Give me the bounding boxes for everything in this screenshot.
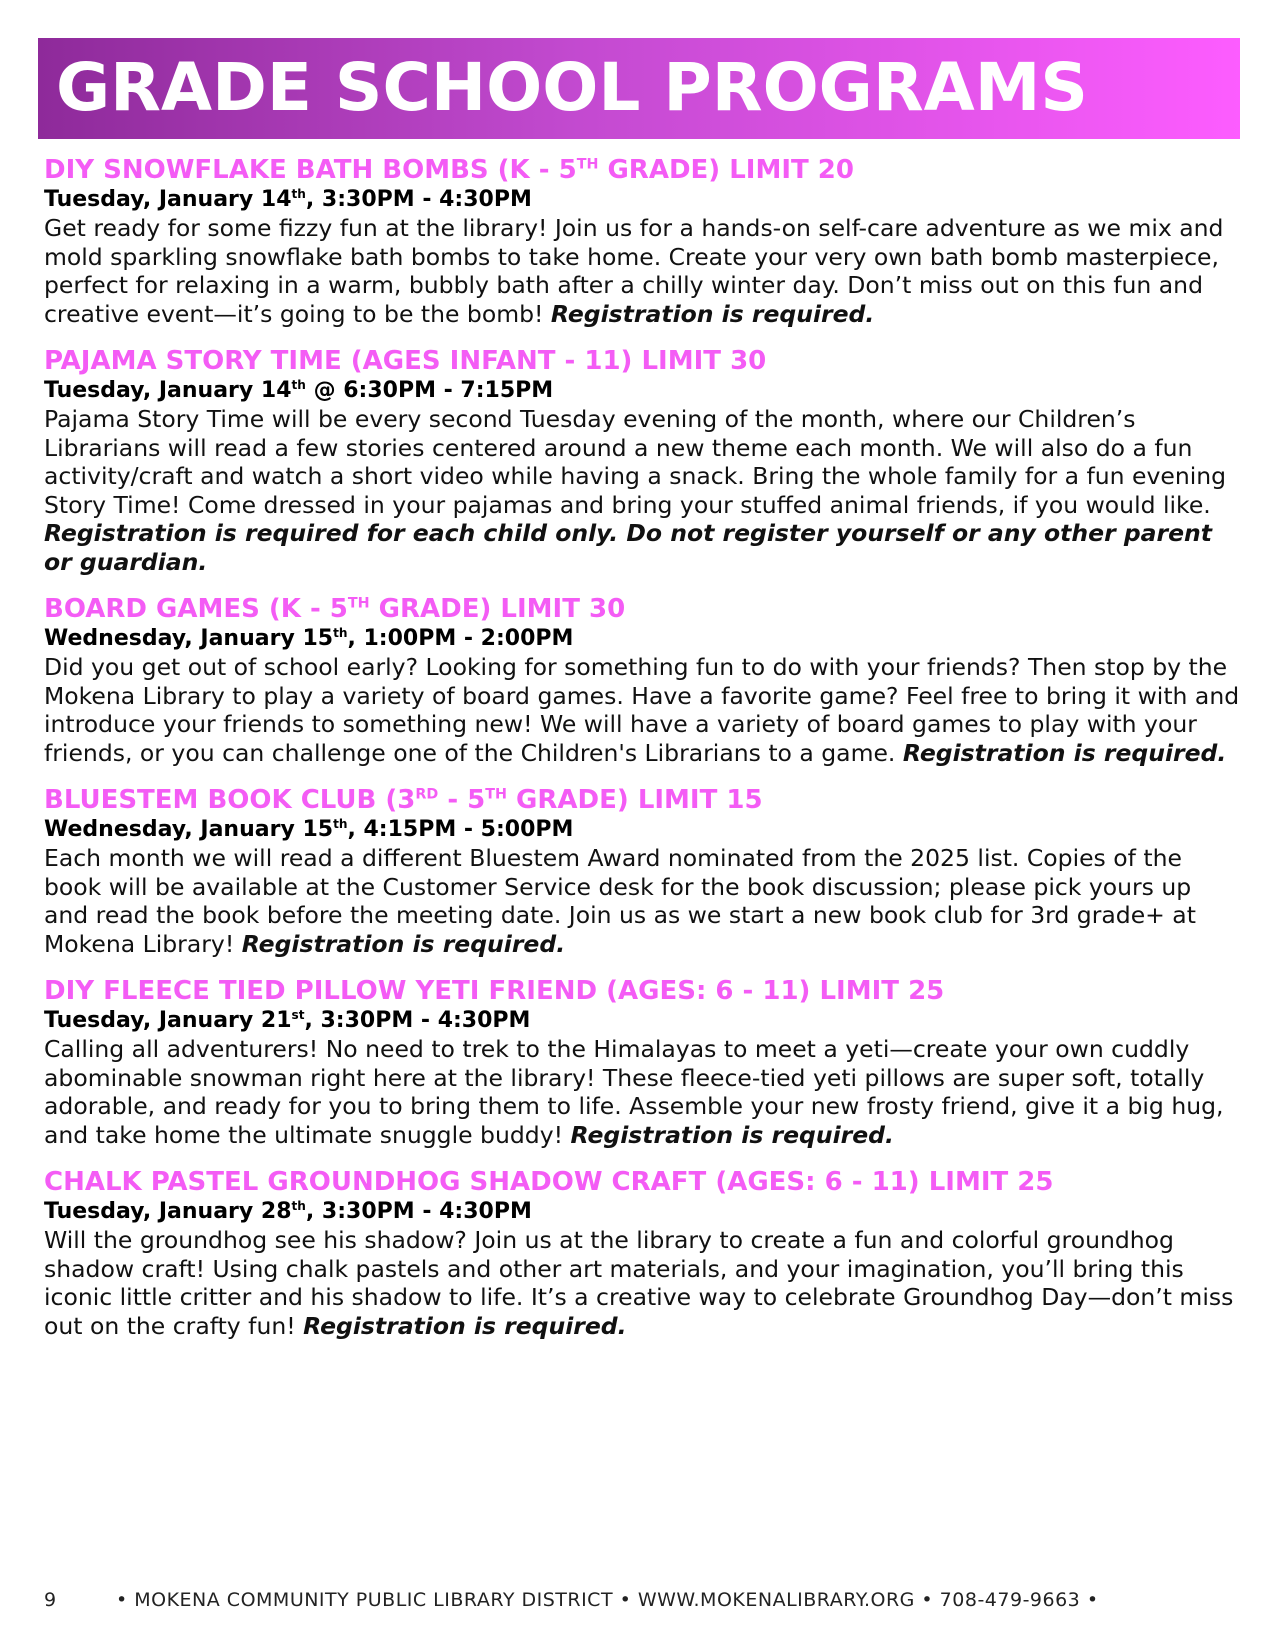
registration-note: Registration is required. <box>570 1120 894 1149</box>
program-date: Tuesday, January 14th, 3:30PM - 4:30PM <box>44 187 532 212</box>
program-yeti-pillow <box>44 976 1240 1149</box>
program-groundhog-craft <box>44 1167 1240 1340</box>
program-title: PAJAMA STORY TIME (AGES INFANT - 11) LIMIT 30 <box>44 346 767 376</box>
page-footer <box>44 1585 1234 1615</box>
program-date: Wednesday, January 15th, 4:15PM - 5:00PM <box>44 817 574 842</box>
program-board-games <box>44 594 1240 767</box>
program-description: Will the groundhog see his shadow? Join us at the library to create a fun and colorful groundhog shadow craft! Using chalk pastels and other art materials, and your imagination, you’ll bring this iconic little critter and his shadow to life. It’s a creative way to celebrate Groundhog Day—don’t miss out on the crafty fun! Registration is required. <box>44 1226 1234 1340</box>
registration-note: Registration is required. <box>550 299 875 328</box>
program-pajama-story-time <box>44 346 1240 576</box>
registration-note: Registration is required. <box>902 738 1227 767</box>
program-date: Wednesday, January 15th, 1:00PM - 2:00PM <box>44 626 574 651</box>
registration-note: Registration is required. <box>241 929 566 958</box>
program-date: Tuesday, January 21st, 3:30PM - 4:30PM <box>44 1008 531 1033</box>
registration-note: Registration is required for each child only. Do not register yourself or any other parent or guardian. <box>44 519 1213 576</box>
page-number: 9 <box>44 1589 57 1611</box>
program-title: CHALK PASTEL GROUNDHOG SHADOW CRAFT (AGES: 6 - 11) LIMIT 25 <box>44 1167 1054 1197</box>
program-list <box>44 155 1240 1358</box>
program-title: BOARD GAMES (K - 5TH GRADE) LIMIT 30 <box>44 594 626 624</box>
program-bath-bombs <box>44 155 1240 328</box>
program-title: DIY SNOWFLAKE BATH BOMBS (K - 5TH GRADE) LIMIT 20 <box>44 155 854 185</box>
program-description: Get ready for some fizzy fun at the library! Join us for a hands-on self-care adventure as we mix and mold sparkling snowflake bath bombs to take home. Create your very own bath bomb masterpiece, perfect for relaxing in a warm, bubbly bath after a chilly winter day. Don’t miss out on this fun and creative event—it’s going to be the bomb! Registration is required. <box>44 214 1224 328</box>
page-title: GRADE SCHOOL PROGRAMS <box>56 49 1088 126</box>
page-banner <box>38 38 1240 139</box>
program-description: Did you get out of school early? Looking for something fun to do with your friends? Then stop by the Mokena Library to play a variety of board games. Have a favorite game? Feel free to bring it with and introduce your friends to something new! We will have a variety of board games to play with your friends, or you can challenge one of the Children's Librarians to a game. Registration is required. <box>44 653 1240 767</box>
program-date: Tuesday, January 28th, 3:30PM - 4:30PM <box>44 1199 532 1224</box>
program-title: BLUESTEM BOOK CLUB (3RD - 5TH GRADE) LIMIT 15 <box>44 785 763 815</box>
footer-contact: • MOKENA COMMUNITY PUBLIC LIBRARY DISTRICT • WWW.MOKENALIBRARY.ORG • 708-479-9663 • <box>116 1589 1099 1611</box>
program-date: Tuesday, January 14th @ 6:30PM - 7:15PM <box>44 378 554 403</box>
program-description: Each month we will read a different Bluestem Award nominated from the 2025 list. Copies of the book will be available at the Customer Service desk for the book discussion; please pick yours up and read the book before the meeting date. Join us as we start a new book club for 3rd grade+ at Mokena Library! Registration is required. <box>44 844 1196 958</box>
registration-note: Registration is required. <box>303 1311 627 1340</box>
program-title: DIY FLEECE TIED PILLOW YETI FRIEND (AGES: 6 - 11) LIMIT 25 <box>44 976 945 1006</box>
program-description: Calling all adventurers! No need to trek to the Himalayas to meet a yeti—create your own cuddly abominable snowman right here at the library! These fleece-tied yeti pillows are super soft, totally adorable, and ready for you to bring them to life. Assemble your new frosty friend, give it a big hug, and take home the ultimate snuggle buddy! Registration is required. <box>44 1035 1224 1149</box>
program-bluestem-book-club <box>44 785 1240 958</box>
program-description: Pajama Story Time will be every second Tuesday evening of the month, where our Children’s Librarians will read a few stories centered around a new theme each month. We will also do a fun activity/craft and watch a short video while having a snack. Bring the whole family for a fun evening Story Time! Come dressed in your pajamas and bring your stuffed animal friends, if you would like. Registration is required for each child only. Do not register yourself or any other parent or guardian. <box>44 405 1227 576</box>
